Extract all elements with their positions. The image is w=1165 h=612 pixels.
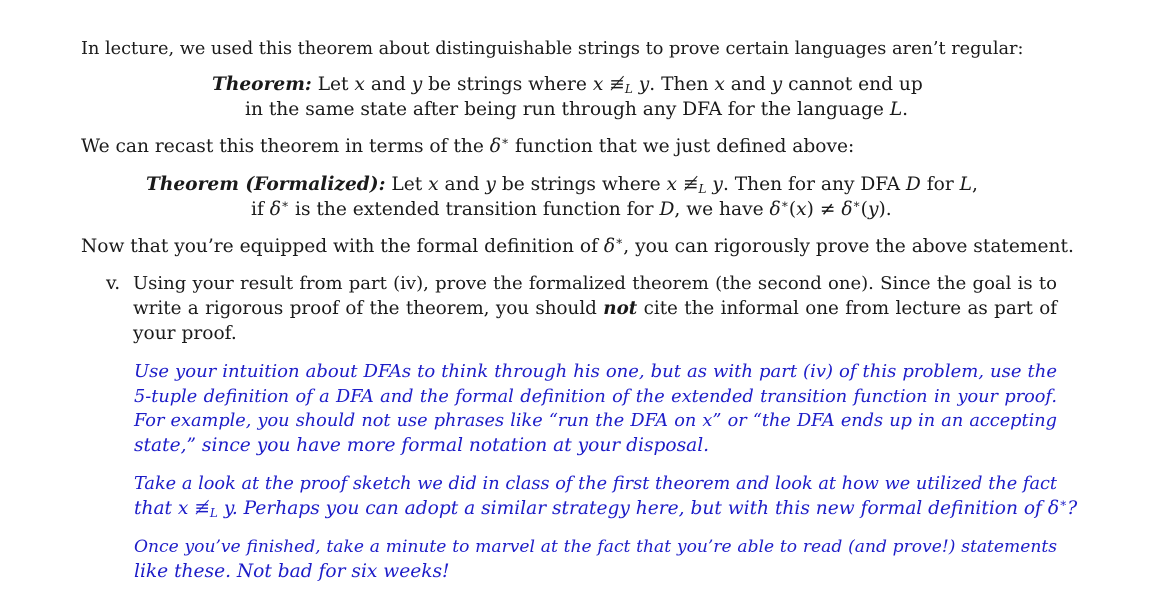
hint-1-line-1: Use your intuition about DFAs to think through his one, but as with part (iv) of this problem, use the <box>134 361 1057 382</box>
part-v-line-3: your proof. <box>133 323 237 344</box>
math-x: x <box>177 498 189 519</box>
star-superscript: ∗ <box>280 197 290 211</box>
math-y: y <box>867 199 879 220</box>
theorem-label: Theorem (Formalized): <box>146 174 386 195</box>
math-x: x <box>666 174 678 195</box>
math-x: x <box>592 74 604 95</box>
math-y: y <box>223 498 232 519</box>
text: cite the informal one from lecture as part of <box>643 298 1057 319</box>
text: and <box>364 74 412 95</box>
text: that <box>134 498 178 519</box>
part-v-marker: v. <box>106 273 121 294</box>
part-v-line-2 <box>133 297 1057 322</box>
not-equivalent-symbol: ≢ <box>603 74 625 95</box>
math-L-subscript: L <box>209 506 218 520</box>
text: , <box>971 174 978 195</box>
text: . Then <box>649 74 715 95</box>
text: cannot end up <box>782 74 923 95</box>
math-L: L <box>889 99 903 120</box>
theorem-informal-line-1 <box>212 73 923 98</box>
text: , you can rigorously prove the above statement. <box>623 236 1074 257</box>
math-y: y <box>411 74 423 95</box>
text: be strings where <box>422 74 593 95</box>
not-equivalent-symbol: ≢ <box>188 498 210 519</box>
math-delta: δ <box>489 136 501 157</box>
math-delta: δ <box>769 199 781 220</box>
not-equivalent-symbol: ≢ <box>677 174 699 195</box>
theorem-informal-line-2 <box>245 98 908 123</box>
text: Let <box>317 74 355 95</box>
hint-1-line-4: state,” since you have more formal notation at your disposal. <box>134 435 710 456</box>
text: if <box>251 199 270 220</box>
math-L-subscript: L <box>698 182 707 196</box>
math-x: x <box>714 74 725 95</box>
math-delta: δ <box>1047 498 1060 519</box>
hint-3-line-2: like these. Not bad for six weeks! <box>134 561 450 582</box>
intro-paragraph: In lecture, we used this theorem about distinguishable strings to prove certain languages aren’t regular: <box>81 39 1024 59</box>
hint-1-line-3: For example, you should not use phrases like “run the DFA on x” or “the DFA ends up in an accepting <box>134 411 1057 431</box>
math-delta: δ <box>841 199 853 220</box>
math-D: D <box>659 199 675 220</box>
math-L-subscript: L <box>624 82 633 96</box>
star-superscript: ∗ <box>500 134 510 148</box>
math-y: y <box>485 174 496 195</box>
part-v-line-1: Using your result from part (iv), prove the formalized theorem (the second one). Since the goal is to <box>133 273 1057 294</box>
text: . Perhaps you can adopt a similar strategy here, but with this new formal definition of <box>231 498 1048 519</box>
text: and <box>724 74 772 95</box>
hint-1-line-2: 5-tuple definition of a DFA and the formal definition of the extended transition function in your proof. <box>134 387 1057 407</box>
text: Now that you’re equipped with the formal definition of <box>81 236 604 257</box>
star-superscript: ∗ <box>780 197 789 211</box>
text: We can recast this theorem in terms of the <box>81 136 490 157</box>
math-y: y <box>712 174 723 195</box>
text: is the extended transition function for <box>289 199 660 220</box>
star-superscript: ∗ <box>1059 496 1068 510</box>
text: write a rigorous proof of the theorem, you should <box>133 298 597 319</box>
theorem-formal-line-1 <box>146 173 978 198</box>
text: and <box>438 174 486 195</box>
math-delta: δ <box>603 236 616 257</box>
math-x: x <box>428 174 439 195</box>
not-equal-symbol: ) ≠ <box>806 199 842 220</box>
math-delta: δ <box>269 199 281 220</box>
math-x: x <box>354 74 365 95</box>
text: for <box>920 174 960 195</box>
text: Let <box>391 174 429 195</box>
math-L: L <box>959 174 972 195</box>
math-x: x <box>796 199 807 220</box>
recast-paragraph <box>81 135 854 160</box>
text: , we have <box>674 199 770 220</box>
theorem-formal-line-2 <box>251 198 892 223</box>
hint-2-line-2 <box>134 497 1077 522</box>
text: be strings where <box>495 174 667 195</box>
text: function that we just defined above: <box>509 136 855 157</box>
text: ( <box>788 199 797 220</box>
math-y: y <box>771 74 783 95</box>
star-superscript: ∗ <box>615 234 624 248</box>
star-superscript: ∗ <box>852 197 861 211</box>
text: ( <box>860 199 868 220</box>
math-y: y <box>638 74 650 95</box>
theorem-label: Theorem: <box>212 74 312 95</box>
hint-2-line-1: Take a look at the proof sketch we did in class of the first theorem and look at how we utilized the fact <box>134 474 1057 494</box>
text: in the same state after being run through any DFA for the language <box>245 99 890 120</box>
text: ? <box>1067 498 1078 519</box>
equipped-paragraph <box>81 235 1074 260</box>
math-D: D <box>905 174 921 195</box>
hint-3-line-1: Once you’ve finished, take a minute to marvel at the fact that you’re able to read (and prove!) statements <box>134 537 1057 557</box>
text: ). <box>878 199 892 220</box>
emphasis-not: not <box>603 298 638 319</box>
text: . Then for any DFA <box>722 174 906 195</box>
text: . <box>902 99 909 120</box>
